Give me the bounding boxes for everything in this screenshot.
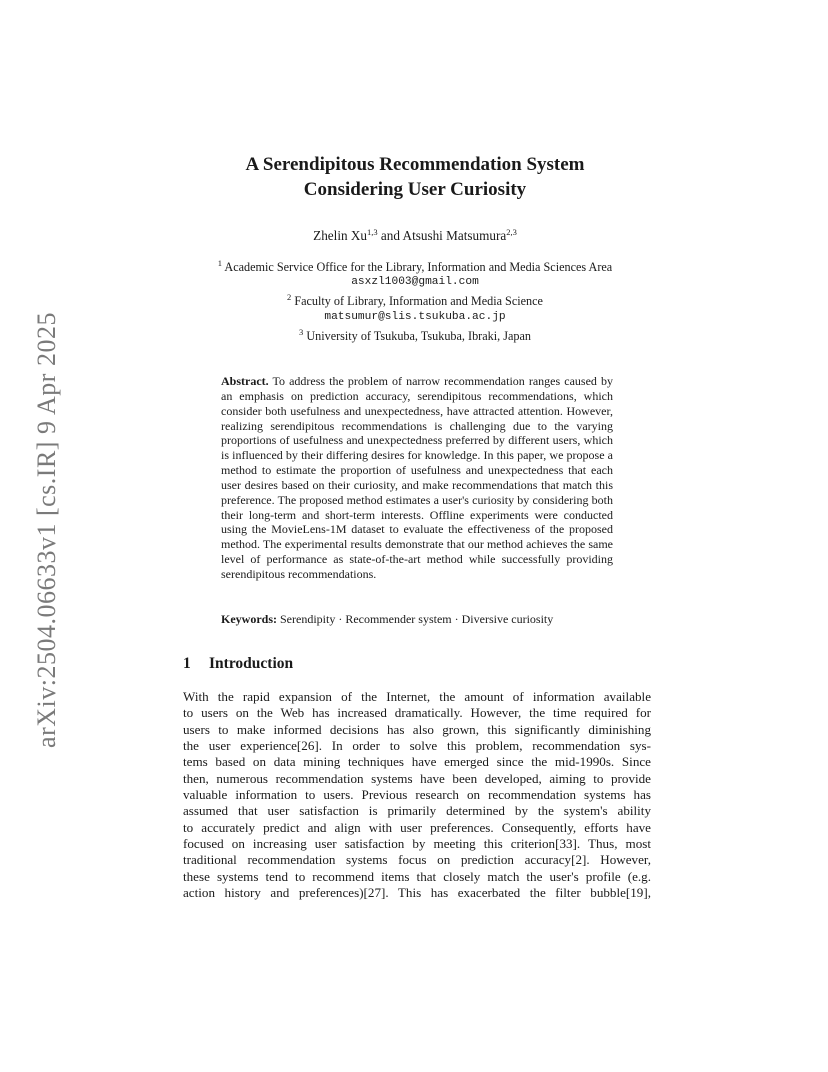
body-line: these systems tend to recommend items that closely match the user's profile (e.g. [183,868,651,884]
affiliation-3-text: University of Tsukuba, Tsukuba, Ibraki, Japan [306,328,531,343]
affiliation-3 [140,325,690,344]
body-line: focused on increasing user satisfaction by meeting this criterion[33]. Thus, most [183,836,651,852]
body-line: assumed that user satisfaction is primarily determined by the system's ability [183,803,651,819]
affiliation-2 [140,290,690,309]
title-line-2: Considering User Curiosity [303,179,527,200]
affiliation-2-mark: 2 [287,292,292,303]
body-line: the user experience[26]. In order to solve this problem, recommendation sys- [183,738,651,754]
body-line: tems based on data mining techniques have emerged since the mid-1990s. Since [183,754,651,770]
section-heading [183,655,293,673]
abstract-label: Abstract. [221,374,269,388]
author-2-affil-marks: 2,3 [506,227,517,237]
body-line: to accurately predict and align with user preferences. Consequently, efforts have [183,819,651,835]
body-line: to users on the Web has increased dramatically. However, the time required for [183,705,651,721]
affiliation-3-mark: 3 [299,326,304,337]
paper-title [140,152,690,202]
affiliation-2-text: Faculty of Library, Information and Media Science [294,294,543,309]
affiliations [140,256,690,344]
title-line-1: A Serendipitous Recommendation System [245,154,585,175]
arxiv-identifier-stamp [22,300,72,760]
author-1-affil-marks: 1,3 [367,227,378,237]
affiliation-2-email: matsumur@slis.tsukuba.ac.jp [324,310,506,323]
body-line: users to make informed decisions has also grown, this significantly diminishing [183,721,651,737]
body-line: traditional recommendation systems focus on prediction accuracy[2]. However, [183,852,651,868]
section-title: Introduction [209,655,294,672]
keywords-text: Serendipity · Recommender system · Diversive curiosity [280,612,554,626]
keywords-label: Keywords: [221,612,277,626]
keywords [221,612,613,627]
affiliation-1-text: Academic Service Office for the Library, Information and Media Sciences Area [224,260,613,274]
affiliation-1-mark: 1 [217,258,223,268]
abstract [221,374,613,582]
arxiv-stamp-text: arXiv:2504.06633v1 [cs.IR] 9 Apr 2025 [32,312,61,748]
introduction-body [183,689,651,901]
author-conjunction: and [380,228,400,243]
affiliation-1 [140,256,690,275]
body-line: action history and preferences)[27]. This has exacerbated the filter bubble[19], [183,885,651,901]
abstract-text: To address the problem of narrow recommendation ranges caused by an emphasis on prediction accuracy, serendipitous recommendations, which consider both usefulness and unexpectedness, have attracted attention. However, realizing serendipitous recommendations is challenging due to the varying proportions of usefulness and unexpectedness preferred by different users, which is influenced by their differing desires for knowledge. In this paper, we propose a method to estimate the proportion of usefulness and unexpectedness that each user desires based on their curiosity, and make recommendations that match this preference. The proposed method estimates a user's curiosity by considering both their long-term and short-term interests. Offline experiments were conducted using the MovieLens-1M dataset to evaluate the effectiveness of the proposed method. The experimental results demonstrate that our method achieves the same level of performance as state-of-the-art method while successfully providing serendipitous recommendations. [221,374,613,581]
author-list [140,227,690,244]
body-line: valuable information to users. Previous research on recommendation systems has [183,787,651,803]
author-1-name: Zhelin Xu [313,228,367,243]
body-line: With the rapid expansion of the Internet, the amount of information available [183,689,651,704]
body-line: then, numerous recommendation systems have been developed, aiming to provide [183,770,651,786]
author-2-name: Atsushi Matsumura [402,228,507,243]
section-number: 1 [183,655,191,672]
affiliation-1-email: asxzl1003@gmail.com [351,276,479,289]
